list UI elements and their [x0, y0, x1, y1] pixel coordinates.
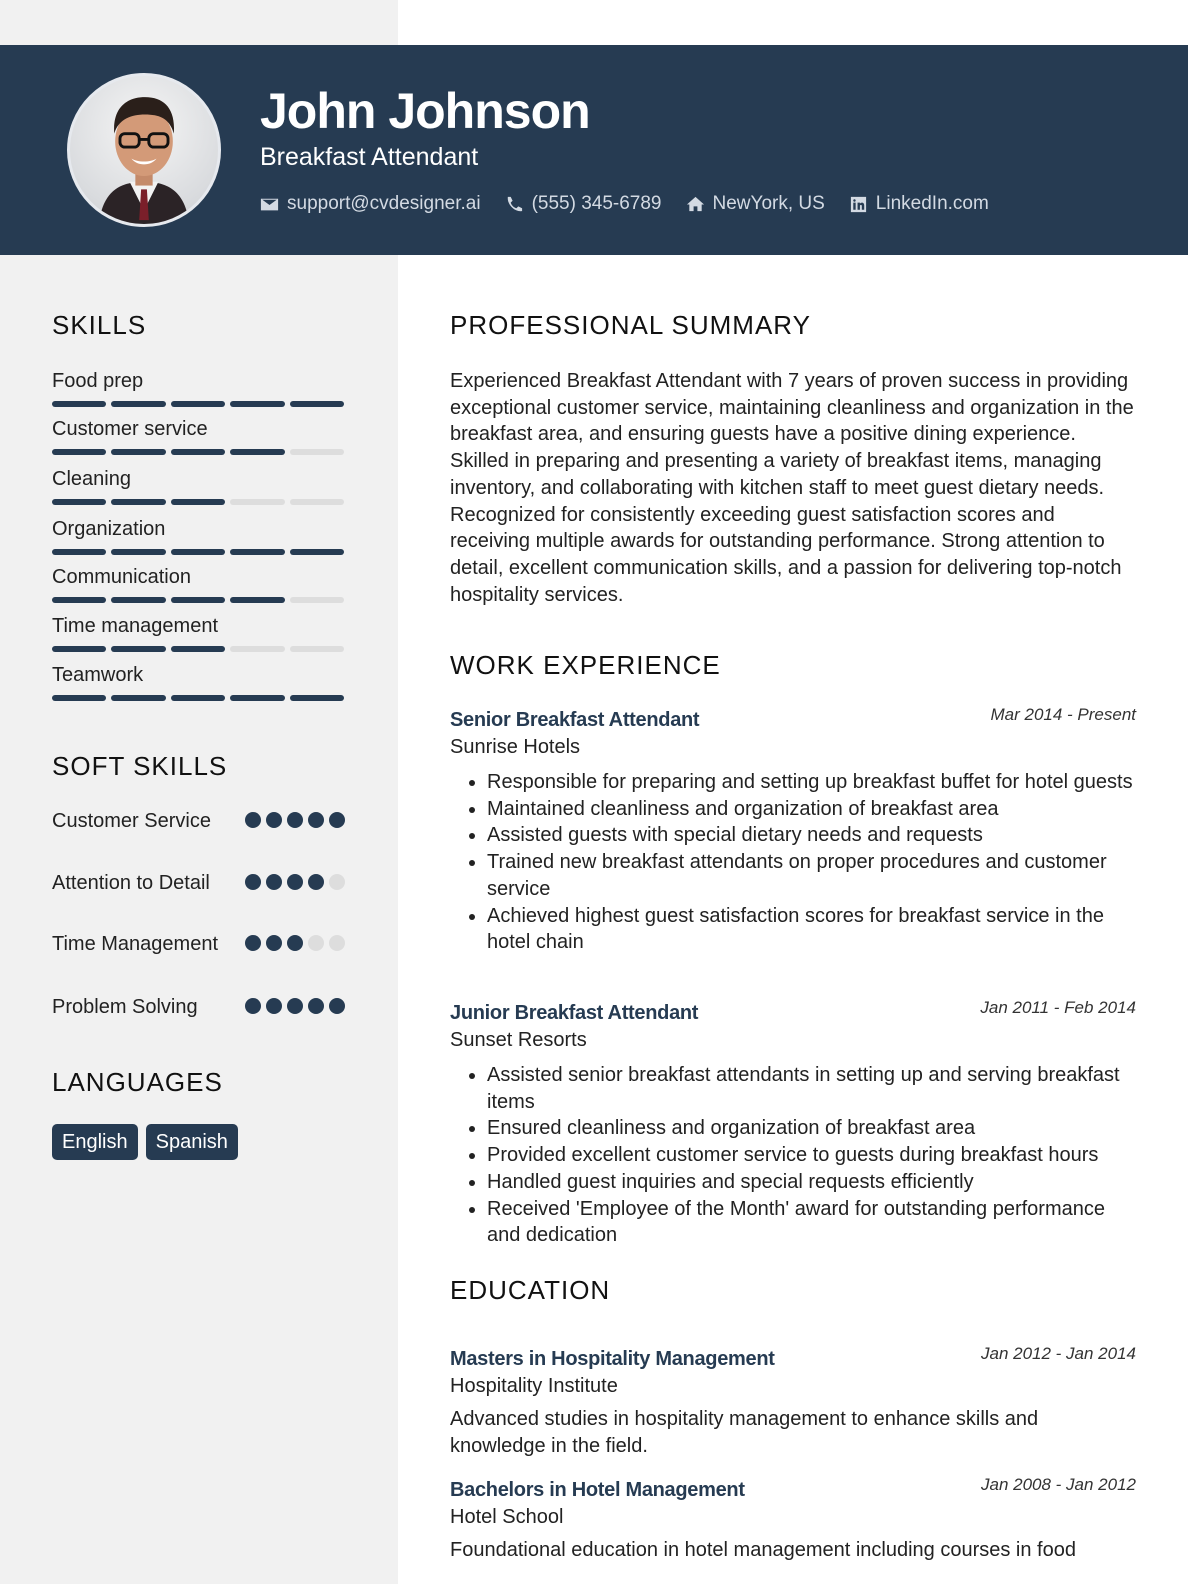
skill-bar [52, 499, 344, 505]
skill-bar-segment-filled [290, 401, 344, 407]
education-dates: Jan 2008 - Jan 2012 [980, 1475, 1136, 1494]
skill-bar-segment-filled [52, 549, 106, 555]
skill-bar-segment-filled [290, 549, 344, 555]
job-role: Junior Breakfast Attendant [450, 1002, 699, 1024]
soft-skill-name: Problem Solving [52, 996, 198, 1018]
skill-bar-segment-empty [230, 499, 284, 505]
skill-bar-segment-filled [230, 549, 284, 555]
rating-dot-filled [308, 874, 324, 890]
skill-bar-segment-filled [111, 499, 165, 505]
education-description: Foundational education in hotel management including courses in food [450, 1539, 1076, 1561]
skill-bar-segment-filled [171, 401, 225, 407]
soft-skill-name: Customer Service [52, 810, 211, 832]
language-list [52, 1124, 238, 1160]
education-entry [450, 1477, 1136, 1564]
rating-dot-filled [308, 998, 324, 1014]
skill-item [52, 564, 344, 603]
skill-bar [52, 401, 344, 407]
job-bullets [450, 1062, 1136, 1249]
rating-dot-filled [245, 935, 261, 951]
skills-heading: SKILLS [52, 310, 147, 340]
rating-dot-filled [329, 998, 345, 1014]
job-dates: Jan 2011 - Feb 2014 [980, 998, 1136, 1017]
soft-skill-item [52, 994, 344, 1021]
skill-bar-segment-filled [230, 401, 284, 407]
education-dates: Jan 2012 - Jan 2014 [980, 1344, 1136, 1363]
soft-skill-name: Time Management [52, 933, 218, 955]
skill-bar-segment-filled [52, 499, 106, 505]
skill-bar-segment-filled [290, 695, 344, 701]
skill-bar-segment-filled [52, 597, 106, 603]
rating-dot-filled [266, 998, 282, 1014]
skill-bar-segment-filled [171, 449, 225, 455]
contact-list [260, 191, 989, 217]
skill-bar-segment-empty [290, 499, 344, 505]
skill-item [52, 466, 344, 505]
skill-name: Teamwork [52, 664, 144, 686]
candidate-title: Breakfast Attendant [260, 143, 479, 171]
skill-item [52, 416, 344, 455]
skill-name: Food prep [52, 370, 144, 392]
phone-text: (555) 345-6789 [531, 193, 662, 214]
location-text: NewYork, US [712, 193, 825, 214]
job-bullet: • Responsible for preparing and setting up breakfast buffet for hotel guests [487, 769, 1136, 796]
skill-item [52, 662, 344, 701]
soft-skill-item [52, 931, 344, 958]
job-bullet: • Achieved highest guest satisfaction scores for breakfast service in the hotel chain [487, 903, 1136, 956]
soft-skill-item [52, 808, 344, 835]
skill-bar-segment-empty [290, 449, 344, 455]
work-entry-header [450, 707, 1136, 734]
skill-bar-segment-filled [111, 597, 165, 603]
work-entry [450, 1000, 1136, 1249]
rating-dot-filled [308, 812, 324, 828]
skill-item [52, 613, 344, 652]
skill-bar-segment-filled [52, 449, 106, 455]
skill-bar-segment-filled [111, 401, 165, 407]
skill-name: Customer service [52, 418, 208, 440]
skill-bar-segment-filled [111, 695, 165, 701]
skill-bar [52, 597, 344, 603]
job-bullet: • Maintained cleanliness and organization of breakfast area [487, 796, 1136, 823]
contact-phone[interactable] [505, 191, 662, 217]
linkedin-icon [849, 195, 868, 214]
rating-dot-filled [287, 812, 303, 828]
rating-dot-filled [329, 812, 345, 828]
envelope-icon [260, 195, 279, 214]
soft-skill-rating [245, 812, 345, 828]
skill-bar-segment-filled [171, 549, 225, 555]
skill-bar-segment-filled [111, 549, 165, 555]
education-heading: EDUCATION [450, 1275, 611, 1305]
summary-heading: PROFESSIONAL SUMMARY [450, 310, 811, 340]
rating-dot-empty [329, 935, 345, 951]
skill-bar-segment-filled [171, 597, 225, 603]
job-bullet: • Assisted guests with special dietary needs and requests [487, 822, 1136, 849]
skill-bar [52, 646, 344, 652]
education-entry [450, 1346, 1136, 1459]
linkedin-text: LinkedIn.com [875, 193, 989, 214]
soft-skills-heading: SOFT SKILLS [52, 751, 228, 781]
skill-bar-segment-filled [230, 449, 284, 455]
rating-dot-filled [245, 874, 261, 890]
soft-skill-name: Attention to Detail [52, 872, 210, 894]
rating-dot-empty [308, 935, 324, 951]
skill-bar-segment-filled [111, 449, 165, 455]
skill-bar-segment-filled [52, 695, 106, 701]
job-bullet: • Assisted senior breakfast attendants in setting up and serving breakfast items [487, 1062, 1136, 1115]
home-icon [686, 195, 705, 214]
job-role: Senior Breakfast Attendant [450, 709, 700, 731]
job-bullet: • Provided excellent customer service to guests during breakfast hours [487, 1142, 1136, 1169]
education-entry-header [450, 1346, 1136, 1373]
skill-bar-segment-empty [230, 646, 284, 652]
rating-dot-filled [287, 874, 303, 890]
work-entry [450, 707, 1136, 956]
skill-name: Time management [52, 615, 218, 637]
soft-skill-rating [245, 935, 345, 951]
rating-dot-filled [245, 812, 261, 828]
skill-bar-segment-filled [171, 695, 225, 701]
job-bullet: • Trained new breakfast attendants on proper procedures and customer service [487, 849, 1136, 902]
rating-dot-filled [245, 998, 261, 1014]
job-bullet: • Handled guest inquiries and special requests efficiently [487, 1169, 1136, 1196]
skill-name: Organization [52, 518, 166, 540]
summary-text: Experienced Breakfast Attendant with 7 years of proven success in providing exceptional customer service, maintaining cleanliness and organization in the breakfast area, and ensuring guests have a positive dining experience. Skilled in preparing and presenting a variety of breakfast items, managing inventory, and collaborating with kitchen staff to meet guest dietary needs. Recognized for consistently exceeding guest satisfaction scores and receiving multiple awards for outstanding performance. Strong attention to detail, excellent communication skills, and a passion for delivering top-notch hospitality services. [450, 370, 1134, 606]
degree-name: Bachelors in Hotel Management [450, 1479, 745, 1501]
skill-bar-segment-filled [52, 401, 106, 407]
job-company: Sunset Resorts [450, 1029, 587, 1051]
soft-skill-rating [245, 874, 345, 890]
rating-dot-empty [329, 874, 345, 890]
person-avatar-icon [70, 76, 218, 224]
skill-name: Communication [52, 566, 191, 588]
phone-icon [505, 195, 524, 214]
rating-dot-filled [266, 935, 282, 951]
school-name: Hotel School [450, 1506, 564, 1528]
degree-name: Masters in Hospitality Management [450, 1348, 775, 1370]
soft-skill-rating [245, 998, 345, 1014]
soft-skill-item [52, 870, 344, 897]
rating-dot-filled [287, 998, 303, 1014]
languages-heading: LANGUAGES [52, 1067, 223, 1097]
education-entry-header [450, 1477, 1136, 1504]
job-company: Sunrise Hotels [450, 736, 581, 758]
language-badge: Spanish [146, 1124, 238, 1160]
skill-bar-segment-filled [171, 646, 225, 652]
job-bullets [450, 769, 1136, 956]
skill-name: Cleaning [52, 468, 131, 490]
skill-bar-segment-filled [230, 695, 284, 701]
skill-bar-segment-filled [52, 646, 106, 652]
rating-dot-filled [266, 812, 282, 828]
job-bullet: • Ensured cleanliness and organization of breakfast area [487, 1115, 1136, 1142]
rating-dot-filled [287, 935, 303, 951]
resume-header [0, 45, 1188, 255]
skill-bar-segment-filled [171, 499, 225, 505]
skill-bar [52, 449, 344, 455]
contact-email[interactable] [260, 191, 481, 217]
skill-bar [52, 549, 344, 555]
job-dates: Mar 2014 - Present [990, 705, 1136, 724]
work-heading: WORK EXPERIENCE [450, 650, 721, 680]
rating-dot-filled [266, 874, 282, 890]
work-entry-header [450, 1000, 1136, 1027]
skill-bar [52, 695, 344, 701]
job-bullet: • Received 'Employee of the Month' award for outstanding performance and dedication [487, 1196, 1136, 1249]
skill-bar-segment-empty [290, 597, 344, 603]
skill-bar-segment-empty [290, 646, 344, 652]
education-description: Advanced studies in hospitality management to enhance skills and knowledge in the field. [450, 1408, 1039, 1457]
language-badge: English [52, 1124, 138, 1160]
candidate-name: John Johnson [260, 83, 590, 139]
skill-item [52, 368, 344, 407]
skill-bar-segment-filled [230, 597, 284, 603]
skill-bar-segment-filled [111, 646, 165, 652]
school-name: Hospitality Institute [450, 1375, 618, 1397]
profile-photo [67, 73, 221, 227]
skill-item [52, 516, 344, 555]
contact-linkedin[interactable] [849, 191, 989, 217]
contact-location [686, 191, 825, 217]
email-text: support@cvdesigner.ai [287, 193, 481, 214]
